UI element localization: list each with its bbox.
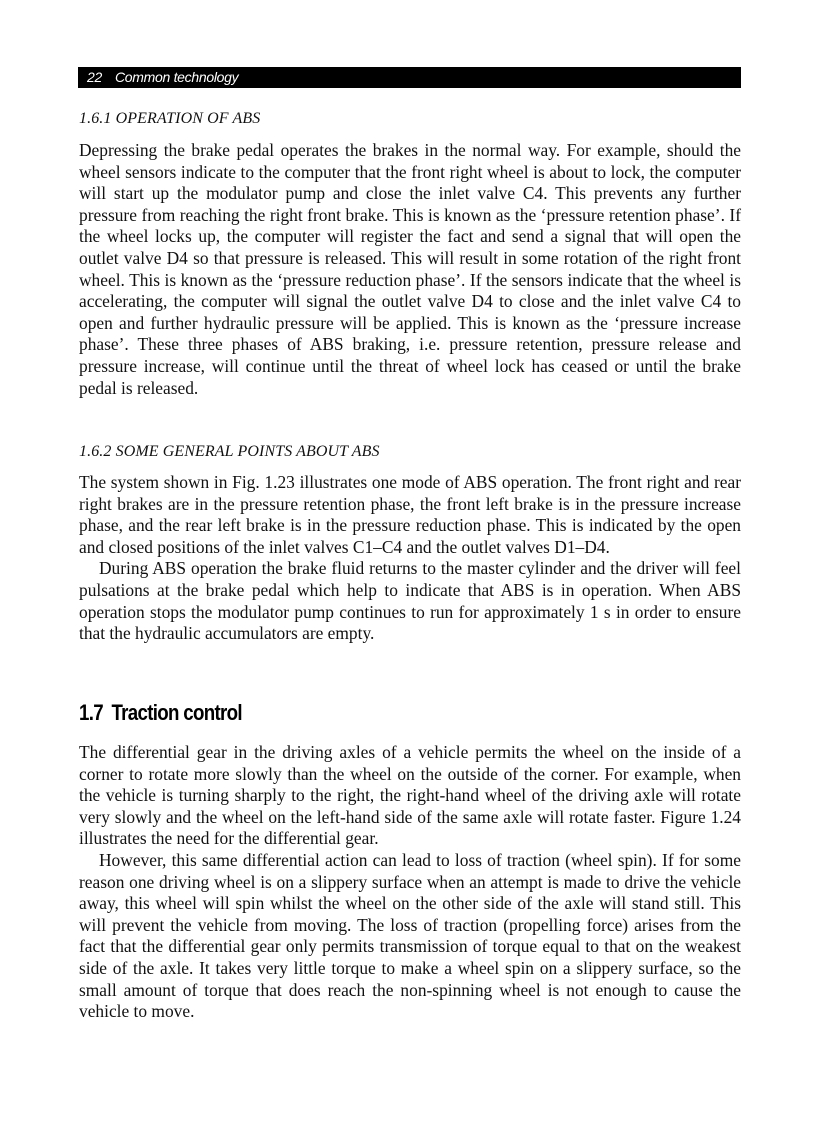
paragraph: The system shown in Fig. 1.23 illustrates one mode of ABS operation. The front right and rear right brakes are in the pressure retention phase, the front left brake is in the pressure increase phase, and the rear left brake is in the pressure reduction phase. This is indicated by the open and closed positions of the inlet valves C1–C4 and the outlet valves D1–D4. bbox=[79, 472, 741, 557]
section-heading-1-6-2: 1.6.2 SOME GENERAL POINTS ABOUT ABS bbox=[79, 443, 380, 460]
section-body-1-7 bbox=[79, 742, 741, 1023]
section-body-1-6-1 bbox=[79, 140, 741, 399]
paragraph: During ABS operation the brake fluid returns to the master cylinder and the driver will feel pulsations at the brake pedal which help to indicate that ABS is in operation. When ABS operation stops the modulator pump continues to run for approximately 1 s in order to ensure that the hydraulic accumulators are empty. bbox=[79, 558, 741, 644]
running-head-title: Common technology bbox=[115, 69, 239, 85]
paragraph: Depressing the brake pedal operates the brakes in the normal way. For example, should the wheel sensors indicate to the computer that the front right wheel is about to lock, the computer will start up the modulator pump and close the inlet valve C4. This prevents any further pressure from reaching the right front brake. This is known as the ‘pressure retention phase’. If the wheel locks up, the computer will register the fact and send a signal that will open the outlet valve D4 so that pressure is released. This will result in some rotation of the right front wheel. This is known as the ‘pressure reduction phase’. If the sensors indicate that the wheel is accelerating, the computer will signal the outlet valve D4 to close and the inlet valve C4 to open and further hydraulic pressure will be applied. This is known as the ‘pressure increase phase’. These three phases of ABS braking, i.e. pressure retention, pressure release and pressure increase, will continue until the threat of wheel lock has ceased or until the brake pedal is released. bbox=[79, 140, 741, 398]
section-title: Traction control bbox=[111, 700, 242, 725]
running-head bbox=[78, 67, 741, 88]
paragraph: The differential gear in the driving axles of a vehicle permits the wheel on the inside of a corner to rotate more slowly than the wheel on the outside of the corner. For example, when the vehicle is turning sharply to the right, the right-hand wheel of the driving axle will rotate very slowly and the wheel on the left-hand side of the same axle will rotate faster. Figure 1.24 illustrates the need for the differential gear. bbox=[79, 742, 741, 849]
section-heading-1-6-1: 1.6.1 OPERATION OF ABS bbox=[79, 110, 261, 127]
page-number: 22 bbox=[87, 69, 102, 85]
section-body-1-6-2 bbox=[79, 472, 741, 645]
chapter-section-heading bbox=[79, 700, 242, 726]
paragraph: However, this same differential action can lead to loss of traction (wheel spin). If for some reason one driving wheel is on a slippery surface when an attempt is made to drive the vehicle away, this wheel will spin whilst the wheel on the other side of the axle will stand still. This will prevent the vehicle from moving. The loss of traction (propelling force) arises from the fact that the differential gear only permits transmission of torque equal to that on the weakest side of the axle. It takes very little torque to make a wheel spin on a slippery surface, so the small amount of torque that does reach the non-spinning wheel is not enough to cause the vehicle to move. bbox=[79, 849, 741, 1022]
section-number: 1.7 bbox=[79, 700, 103, 725]
